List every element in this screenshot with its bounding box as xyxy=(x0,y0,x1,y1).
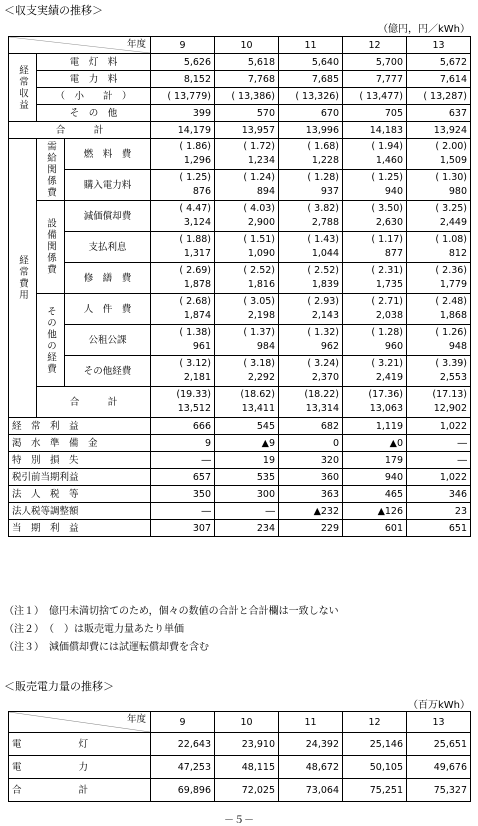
value-cell: ― xyxy=(151,503,215,520)
amount: 2,370 xyxy=(311,372,340,383)
value-cell: ― xyxy=(407,435,471,452)
amount: 894 xyxy=(256,186,276,197)
summary-row xyxy=(9,452,471,469)
value-cell: 179 xyxy=(343,452,407,469)
amount: 12,902 xyxy=(433,403,468,414)
value-cell xyxy=(215,387,279,418)
unit-price: ( 1.30) xyxy=(435,172,468,183)
expense-subgroup-label: その他の経費 xyxy=(37,294,65,387)
amount: 1,868 xyxy=(439,310,468,321)
unit-price: ( 2.48) xyxy=(435,296,468,307)
header-row xyxy=(9,712,471,733)
value-cell: 23 xyxy=(407,503,471,520)
row-label: その他経費 xyxy=(65,356,151,387)
amount: 1,878 xyxy=(183,279,212,290)
revenue-row xyxy=(9,88,471,105)
value-cell: 19 xyxy=(215,452,279,469)
unit-price: ( 2.69) xyxy=(179,265,212,276)
unit-label-income: （億円，円／kWh） xyxy=(377,24,470,35)
value-cell: 545 xyxy=(215,418,279,435)
amount: 1,090 xyxy=(247,248,276,259)
value-cell: ― xyxy=(407,452,471,469)
year-header: 9 xyxy=(151,37,215,54)
value-cell: 72,025 xyxy=(215,779,279,802)
value-cell: 300 xyxy=(215,486,279,503)
unit-price: (17.13) xyxy=(432,389,468,400)
value-cell: 49,676 xyxy=(407,756,471,779)
unit-price: ( 3.21) xyxy=(371,358,404,369)
amount: 1,735 xyxy=(375,279,404,290)
value-cell: 47,253 xyxy=(151,756,215,779)
unit-price: ( 4.03) xyxy=(243,203,276,214)
value-cell: 23,910 xyxy=(215,733,279,756)
amount: 812 xyxy=(448,248,468,259)
unit-price: ( 1.68) xyxy=(307,141,340,152)
row-label: 公租公課 xyxy=(65,325,151,356)
value-cell: 234 xyxy=(215,520,279,537)
value-cell: 50,105 xyxy=(343,756,407,779)
unit-price: ( 3.82) xyxy=(307,203,340,214)
value-cell xyxy=(215,139,279,170)
amount: 1,044 xyxy=(311,248,340,259)
row-label: （ 小 計 ） xyxy=(37,88,151,105)
row-label: 当 期 利 益 xyxy=(9,520,151,537)
expense-row xyxy=(9,170,471,201)
value-cell: 7,768 xyxy=(215,71,279,88)
value-cell xyxy=(279,356,343,387)
value-cell: 7,777 xyxy=(343,71,407,88)
amount: 3,124 xyxy=(183,217,212,228)
revenue-row xyxy=(9,122,471,139)
amount: 961 xyxy=(192,341,212,352)
value-cell: 14,179 xyxy=(151,122,215,139)
section-title-income: ＜収支実績の推移＞ xyxy=(4,4,103,17)
year-header: 13 xyxy=(407,37,471,54)
unit-price: ( 1.94) xyxy=(371,141,404,152)
expense-row xyxy=(9,232,471,263)
unit-price: ( 3.39) xyxy=(435,358,468,369)
unit-price: ( 1.88) xyxy=(179,234,212,245)
value-cell xyxy=(343,232,407,263)
value-cell: 75,251 xyxy=(343,779,407,802)
value-cell: 5,700 xyxy=(343,54,407,71)
value-cell xyxy=(279,232,343,263)
value-cell: 5,626 xyxy=(151,54,215,71)
unit-price: ( 3.24) xyxy=(307,358,340,369)
amount: 13,411 xyxy=(241,403,276,414)
unit-price: ( 2.31) xyxy=(371,265,404,276)
note-1: （注１） 億円未満切捨てのため，個々の数値の合計と合計欄は一致しない xyxy=(4,606,339,617)
value-cell xyxy=(279,201,343,232)
value-cell xyxy=(151,232,215,263)
value-cell xyxy=(279,325,343,356)
amount: 13,512 xyxy=(177,403,212,414)
value-cell xyxy=(151,294,215,325)
amount: 1,509 xyxy=(439,155,468,166)
year-header: 9 xyxy=(151,712,215,733)
value-cell: 350 xyxy=(151,486,215,503)
section-title-sales: ＜販売電力量の推移＞ xyxy=(4,680,114,693)
expense-row xyxy=(9,139,471,170)
value-cell: 363 xyxy=(279,486,343,503)
amount: 948 xyxy=(448,341,468,352)
unit-price: ( 1.72) xyxy=(243,141,276,152)
amount: 2,143 xyxy=(311,310,340,321)
amount: 2,292 xyxy=(247,372,276,383)
value-cell: 535 xyxy=(215,469,279,486)
value-cell: ( 13,326) xyxy=(279,88,343,105)
value-cell: 360 xyxy=(279,469,343,486)
value-cell xyxy=(343,294,407,325)
year-header-label: 年度 xyxy=(127,39,147,50)
year-header: 11 xyxy=(279,37,343,54)
unit-price: ( 1.32) xyxy=(307,327,340,338)
value-cell xyxy=(407,232,471,263)
value-cell xyxy=(151,356,215,387)
summary-row xyxy=(9,520,471,537)
unit-price: ( 3.18) xyxy=(243,358,276,369)
row-label: 電 力 料 xyxy=(37,71,151,88)
expense-subgroup-label: 需給関係費 xyxy=(37,139,65,201)
row-label: 人 件 費 xyxy=(65,294,151,325)
row-label: 購入電力料 xyxy=(65,170,151,201)
amount: 2,038 xyxy=(375,310,404,321)
year-header-diagonal xyxy=(9,37,151,54)
amount: 2,630 xyxy=(375,217,404,228)
row-label: 税引前当期利益 xyxy=(9,469,151,486)
value-cell xyxy=(343,170,407,201)
row-label: 電 灯 料 xyxy=(37,54,151,71)
row-label: 支払利息 xyxy=(65,232,151,263)
value-cell: 670 xyxy=(279,105,343,122)
value-cell: 465 xyxy=(343,486,407,503)
amount: 2,198 xyxy=(247,310,276,321)
unit-price: (18.22) xyxy=(304,389,340,400)
unit-price: ( 1.25) xyxy=(371,172,404,183)
unit-price: ( 1.28) xyxy=(371,327,404,338)
value-cell: 48,672 xyxy=(279,756,343,779)
value-cell xyxy=(343,387,407,418)
row-label: 渇 水 準 備 金 xyxy=(9,435,151,452)
unit-price: ( 1.43) xyxy=(307,234,340,245)
unit-price: ( 1.38) xyxy=(179,327,212,338)
value-cell: 7,685 xyxy=(279,71,343,88)
unit-price: ( 3.05) xyxy=(243,296,276,307)
sales-row xyxy=(9,733,471,756)
revenue-row xyxy=(9,54,471,71)
amount: 13,063 xyxy=(369,403,404,414)
expense-total-row xyxy=(9,387,471,418)
expense-row xyxy=(9,201,471,232)
value-cell: 13,996 xyxy=(279,122,343,139)
value-cell: 13,924 xyxy=(407,122,471,139)
amount: 1,317 xyxy=(183,248,212,259)
row-label: 特 別 損 失 xyxy=(9,452,151,469)
value-cell: ▲0 xyxy=(343,435,407,452)
row-label: 合 計 xyxy=(9,122,151,139)
amount: 2,900 xyxy=(247,217,276,228)
value-cell xyxy=(151,139,215,170)
unit-price: (18.62) xyxy=(240,389,276,400)
value-cell xyxy=(215,170,279,201)
unit-price: (17.36) xyxy=(368,389,404,400)
revenue-row xyxy=(9,71,471,88)
amount: 1,816 xyxy=(247,279,276,290)
value-cell: ▲232 xyxy=(279,503,343,520)
value-cell xyxy=(343,201,407,232)
row-label: 法人税等調整額 xyxy=(9,503,151,520)
value-cell: ( 13,386) xyxy=(215,88,279,105)
value-cell: 570 xyxy=(215,105,279,122)
value-cell: 229 xyxy=(279,520,343,537)
value-cell xyxy=(343,139,407,170)
amount: 1,779 xyxy=(439,279,468,290)
value-cell xyxy=(407,263,471,294)
value-cell xyxy=(215,294,279,325)
amount: 980 xyxy=(448,186,468,197)
value-cell xyxy=(407,201,471,232)
value-cell: 22,643 xyxy=(151,733,215,756)
value-cell xyxy=(151,387,215,418)
amount: 13,314 xyxy=(305,403,340,414)
unit-price: ( 1.17) xyxy=(371,234,404,245)
unit-price: ( 1.86) xyxy=(179,141,212,152)
value-cell: 320 xyxy=(279,452,343,469)
expense-group-label: 経常費用 xyxy=(9,139,37,418)
value-cell: 651 xyxy=(407,520,471,537)
value-cell: 1,022 xyxy=(407,469,471,486)
value-cell: 8,152 xyxy=(151,71,215,88)
expense-row xyxy=(9,325,471,356)
value-cell: ( 13,287) xyxy=(407,88,471,105)
value-cell: 940 xyxy=(343,469,407,486)
sales-row xyxy=(9,756,471,779)
value-cell xyxy=(407,170,471,201)
year-header: 12 xyxy=(343,37,407,54)
amount: 2,181 xyxy=(183,372,212,383)
value-cell: 24,392 xyxy=(279,733,343,756)
value-cell xyxy=(279,170,343,201)
value-cell: ▲126 xyxy=(343,503,407,520)
value-cell: 1,119 xyxy=(343,418,407,435)
row-label: そ の 他 xyxy=(37,105,151,122)
value-cell: ― xyxy=(215,503,279,520)
amount: 2,788 xyxy=(311,217,340,228)
value-cell: 601 xyxy=(343,520,407,537)
unit-price: ( 3.12) xyxy=(179,358,212,369)
value-cell xyxy=(407,356,471,387)
value-cell xyxy=(279,139,343,170)
unit-price: ( 1.37) xyxy=(243,327,276,338)
unit-price: ( 1.51) xyxy=(243,234,276,245)
value-cell xyxy=(343,325,407,356)
row-label: 経 常 利 益 xyxy=(9,418,151,435)
unit-price: ( 3.25) xyxy=(435,203,468,214)
expense-row xyxy=(9,356,471,387)
amount: 876 xyxy=(192,186,212,197)
value-cell xyxy=(279,387,343,418)
value-cell: 73,064 xyxy=(279,779,343,802)
value-cell: 75,327 xyxy=(407,779,471,802)
expense-row xyxy=(9,294,471,325)
unit-price: ( 2.52) xyxy=(307,265,340,276)
value-cell xyxy=(279,294,343,325)
value-cell xyxy=(215,325,279,356)
revenue-row xyxy=(9,105,471,122)
year-header-label: 年度 xyxy=(126,714,146,725)
value-cell xyxy=(407,325,471,356)
value-cell: 666 xyxy=(151,418,215,435)
value-cell xyxy=(151,201,215,232)
row-label: 電 灯 xyxy=(9,733,151,756)
summary-row xyxy=(9,486,471,503)
amount: 1,839 xyxy=(311,279,340,290)
year-header: 11 xyxy=(279,712,343,733)
row-label: 法 人 税 等 xyxy=(9,486,151,503)
value-cell: 69,896 xyxy=(151,779,215,802)
unit-price: (19.33) xyxy=(176,389,212,400)
value-cell: 346 xyxy=(407,486,471,503)
row-label: 修 繕 費 xyxy=(65,263,151,294)
amount: 2,553 xyxy=(439,372,468,383)
year-header: 10 xyxy=(215,712,279,733)
amount: 937 xyxy=(320,186,340,197)
note-3: （注３） 減価償却費には試運転償却費を含む xyxy=(4,642,209,653)
value-cell xyxy=(151,325,215,356)
value-cell: 1,022 xyxy=(407,418,471,435)
unit-price: ( 2.68) xyxy=(179,296,212,307)
summary-row xyxy=(9,435,471,452)
value-cell xyxy=(407,387,471,418)
unit-price: ( 1.08) xyxy=(435,234,468,245)
note-2: （注２） （ ）は販売電力量あたり単価 xyxy=(4,624,184,635)
amount: 984 xyxy=(256,341,276,352)
unit-price: ( 2.52) xyxy=(243,265,276,276)
unit-price: ( 4.47) xyxy=(179,203,212,214)
row-label: 燃 料 費 xyxy=(65,139,151,170)
value-cell xyxy=(151,263,215,294)
unit-price: ( 2.93) xyxy=(307,296,340,307)
value-cell: 5,618 xyxy=(215,54,279,71)
year-header-diagonal xyxy=(9,712,151,733)
value-cell: 637 xyxy=(407,105,471,122)
year-header: 13 xyxy=(407,712,471,733)
amount: 962 xyxy=(320,341,340,352)
value-cell xyxy=(151,170,215,201)
value-cell: ( 13,779) xyxy=(151,88,215,105)
unit-price: ( 1.26) xyxy=(435,327,468,338)
value-cell xyxy=(215,356,279,387)
summary-row xyxy=(9,418,471,435)
amount: 1,234 xyxy=(247,155,276,166)
value-cell xyxy=(407,139,471,170)
amount: 1,228 xyxy=(311,155,340,166)
expense-row xyxy=(9,263,471,294)
value-cell: 399 xyxy=(151,105,215,122)
unit-price: ( 1.28) xyxy=(307,172,340,183)
value-cell: 14,183 xyxy=(343,122,407,139)
value-cell xyxy=(407,294,471,325)
value-cell: 682 xyxy=(279,418,343,435)
row-label: 合 計 xyxy=(37,387,151,418)
unit-price: ( 1.25) xyxy=(179,172,212,183)
header-row xyxy=(9,37,471,54)
year-header: 12 xyxy=(343,712,407,733)
value-cell: ― xyxy=(151,452,215,469)
sales-table xyxy=(8,711,471,802)
amount: 1,460 xyxy=(375,155,404,166)
amount: 1,296 xyxy=(183,155,212,166)
value-cell xyxy=(215,263,279,294)
value-cell: 13,957 xyxy=(215,122,279,139)
expense-subgroup-label: 設備関係費 xyxy=(37,201,65,294)
value-cell: 307 xyxy=(151,520,215,537)
value-cell xyxy=(215,201,279,232)
row-label: 電 力 xyxy=(9,756,151,779)
value-cell: 705 xyxy=(343,105,407,122)
notes xyxy=(4,603,339,657)
value-cell xyxy=(279,263,343,294)
summary-row xyxy=(9,503,471,520)
value-cell: 25,651 xyxy=(407,733,471,756)
value-cell: 25,146 xyxy=(343,733,407,756)
amount: 2,419 xyxy=(375,372,404,383)
revenue-group-label: 経常収益 xyxy=(9,54,37,122)
summary-row xyxy=(9,469,471,486)
income-table xyxy=(8,36,471,537)
value-cell: 48,115 xyxy=(215,756,279,779)
row-label: 合 計 xyxy=(9,779,151,802)
unit-label-sales: （百万kWh） xyxy=(407,700,470,711)
value-cell xyxy=(343,263,407,294)
amount: 940 xyxy=(384,186,404,197)
value-cell: ▲9 xyxy=(215,435,279,452)
amount: 960 xyxy=(384,341,404,352)
value-cell xyxy=(215,232,279,263)
value-cell: 5,672 xyxy=(407,54,471,71)
amount: 877 xyxy=(384,248,404,259)
value-cell: 657 xyxy=(151,469,215,486)
unit-price: ( 2.71) xyxy=(371,296,404,307)
unit-price: ( 1.24) xyxy=(243,172,276,183)
unit-price: ( 2.36) xyxy=(435,265,468,276)
unit-price: ( 3.50) xyxy=(371,203,404,214)
sales-row xyxy=(9,779,471,802)
value-cell: 5,640 xyxy=(279,54,343,71)
page-number: －５－ xyxy=(224,815,254,826)
value-cell: 7,614 xyxy=(407,71,471,88)
value-cell: 9 xyxy=(151,435,215,452)
row-label: 減価償却費 xyxy=(65,201,151,232)
value-cell: 0 xyxy=(279,435,343,452)
year-header: 10 xyxy=(215,37,279,54)
unit-price: ( 2.00) xyxy=(435,141,468,152)
amount: 2,449 xyxy=(439,217,468,228)
value-cell xyxy=(343,356,407,387)
amount: 1,874 xyxy=(183,310,212,321)
value-cell: ( 13,477) xyxy=(343,88,407,105)
